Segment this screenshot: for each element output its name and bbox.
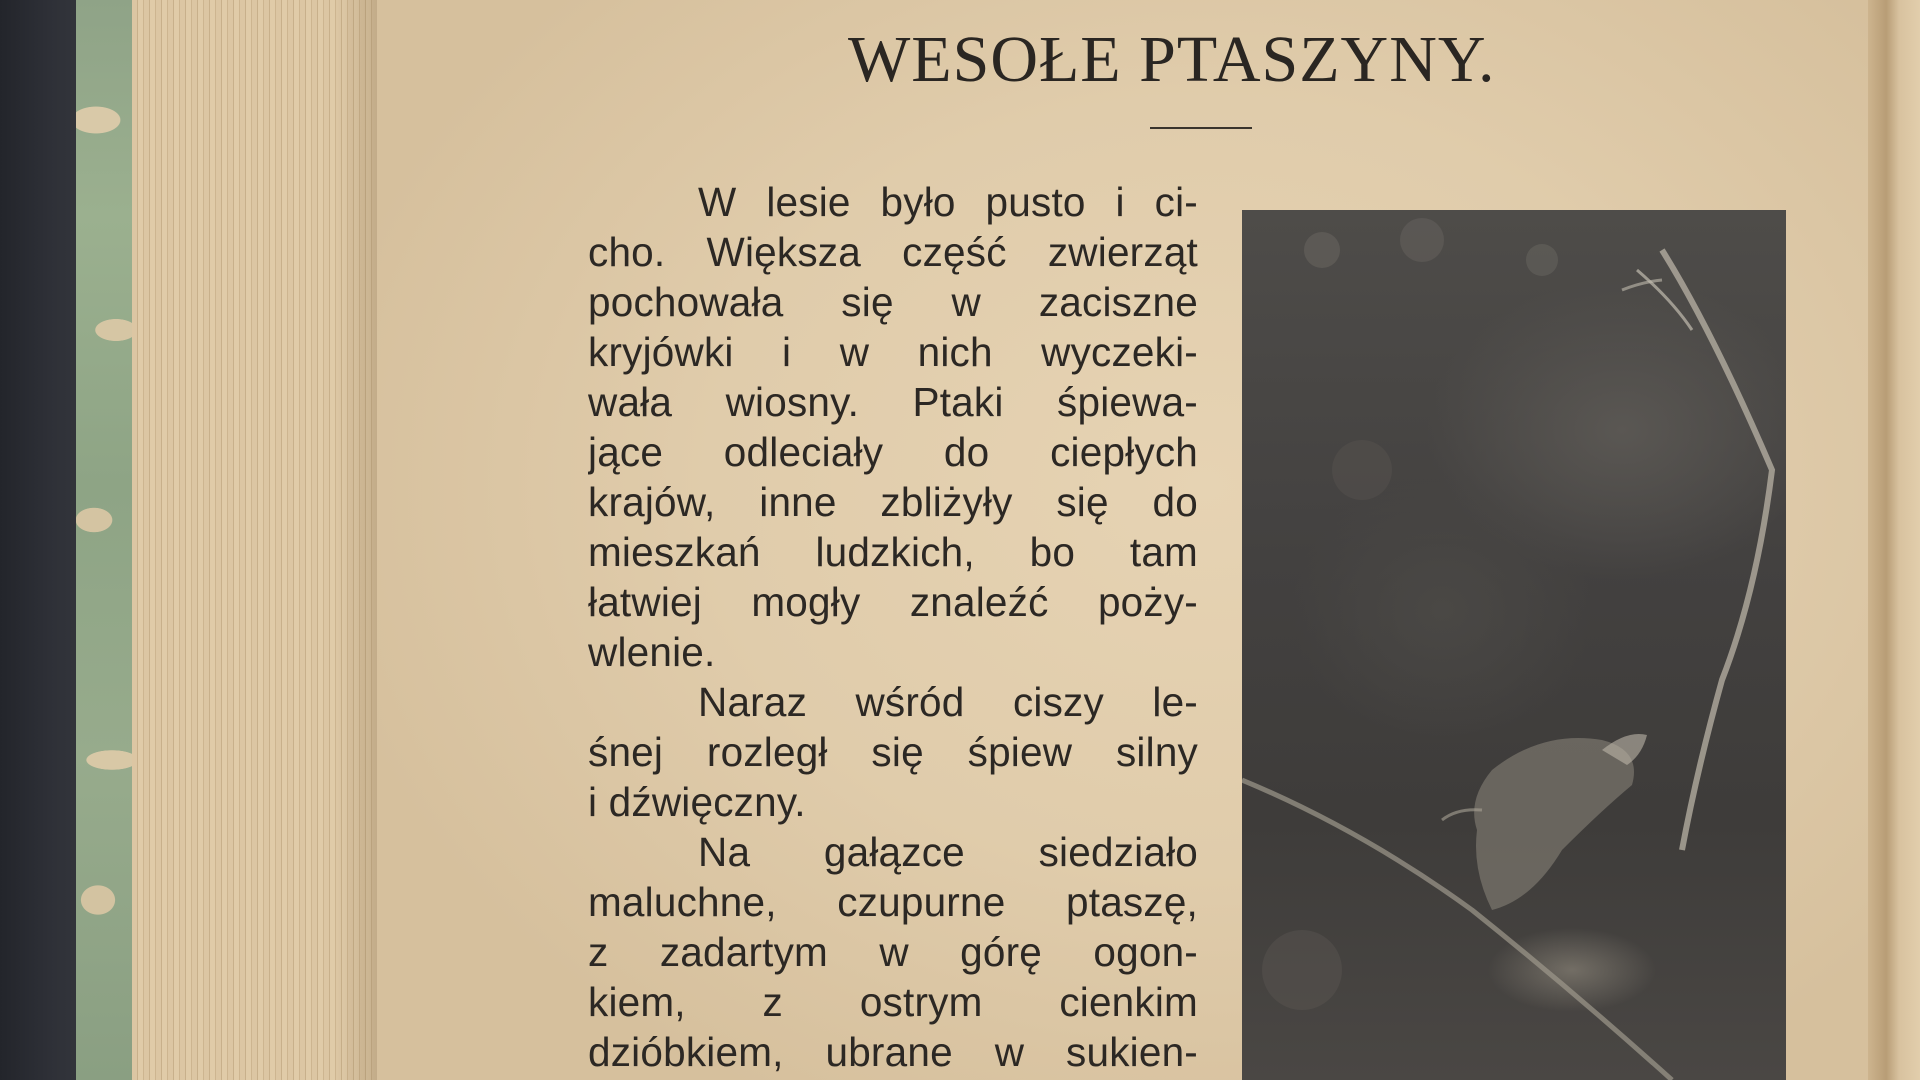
- page-gutter: [1868, 0, 1920, 1080]
- text-line: śnej rozległ się śpiew silny: [588, 729, 1198, 775]
- photo-speckle: [1304, 232, 1340, 268]
- text-line: pochowała się w zaciszne: [588, 279, 1198, 325]
- text-line: maluchne, czupurne ptaszę,: [588, 879, 1198, 925]
- text-line: krajów, inne zbliżyły się do: [588, 479, 1198, 525]
- text-line: mieszkań ludzkich, bo tam: [588, 529, 1198, 575]
- text-line: jące odleciały do ciepłych: [588, 429, 1198, 475]
- text-line: W lesie było pusto i ci-: [698, 179, 1198, 225]
- text-line: Naraz wśród ciszy le-: [698, 679, 1198, 725]
- text-line: kryjówki i w nich wyczeki-: [588, 329, 1198, 375]
- photo-speckle: [1400, 218, 1444, 262]
- photo-speckle: [1526, 244, 1558, 276]
- text-line: kiem, z ostrym cienkim: [588, 979, 1198, 1025]
- text-line: cho. Większa część zwierząt: [588, 229, 1198, 275]
- bird-photo: [1242, 210, 1786, 1080]
- text-line: dzióbkiem, ubrane w sukien-: [588, 1029, 1198, 1075]
- article-title: WESOŁE PTASZYNY.: [848, 23, 1496, 96]
- title-rule: [1150, 127, 1252, 129]
- bird-photo-drawing: [1242, 210, 1786, 1080]
- text-line: i dźwięczny.: [588, 779, 806, 825]
- text-line: Na gałązce siedziało: [698, 829, 1198, 875]
- marbled-cover-edge: [76, 0, 138, 1080]
- branch-stem: [1662, 250, 1772, 850]
- photo-speckle: [1262, 930, 1342, 1010]
- article-body: [588, 177, 1198, 1077]
- text-line: z zadartym w górę ogon-: [588, 929, 1198, 975]
- branch-diagonal: [1242, 780, 1672, 1080]
- text-line: wlenie.: [588, 629, 716, 675]
- text-line: wała wiosny. Ptaki śpiewa-: [588, 379, 1198, 425]
- page-stack-edges: [132, 0, 377, 1080]
- bird-body: [1474, 738, 1634, 910]
- photo-speckle: [1332, 440, 1392, 500]
- branch-twig: [1637, 270, 1692, 330]
- text-line: łatwiej mogły znaleźć poży-: [588, 579, 1198, 625]
